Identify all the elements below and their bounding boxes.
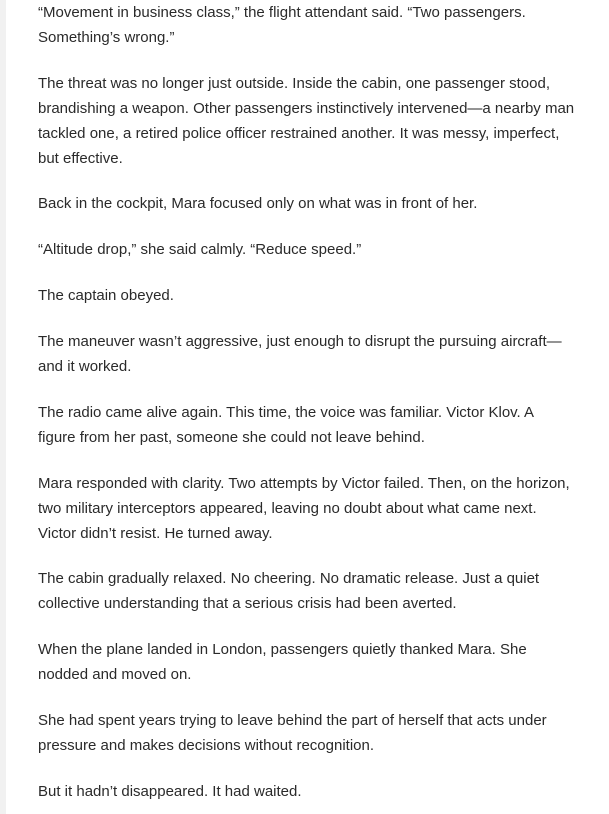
paragraph-line: The threat was no longer just outside. Inside the cabin, one passenger stood, xyxy=(38,75,550,92)
paragraph-3 xyxy=(38,191,586,216)
paragraph-line: collective understanding that a serious crisis had been averted. xyxy=(38,595,457,612)
paragraph-line: and it worked. xyxy=(38,358,132,375)
paragraph-line: nodded and moved on. xyxy=(38,666,192,683)
paragraph-line: “Movement in business class,” the flight attendant said. “Two passengers. xyxy=(38,4,526,21)
paragraph-line: But it hadn’t disappeared. It had waited. xyxy=(38,783,302,800)
paragraph-line: pressure and makes decisions without recognition. xyxy=(38,737,375,754)
paragraph-11 xyxy=(38,708,586,758)
paragraph-7 xyxy=(38,400,586,450)
paragraph-line: Back in the cockpit, Mara focused only on what was in front of her. xyxy=(38,195,478,212)
paragraph-12 xyxy=(38,779,586,804)
paragraph-line: Victor didn’t resist. He turned away. xyxy=(38,525,273,542)
paragraph-line: “Altitude drop,” she said calmly. “Reduce speed.” xyxy=(38,241,362,258)
paragraph-1 xyxy=(38,0,586,50)
paragraph-2 xyxy=(38,71,586,171)
paragraph-line: The captain obeyed. xyxy=(38,287,174,304)
paragraph-9 xyxy=(38,566,586,616)
paragraph-line: but effective. xyxy=(38,150,123,167)
paragraph-8 xyxy=(38,471,586,546)
paragraph-line: The maneuver wasn’t aggressive, just enough to disrupt the pursuing aircraft— xyxy=(38,333,562,350)
paragraph-line: brandishing a weapon. Other passengers instinctively intervened—a nearby man xyxy=(38,100,575,117)
paragraph-line: Something’s wrong.” xyxy=(38,29,175,46)
paragraph-line: She had spent years trying to leave behind the part of herself that acts under xyxy=(38,712,547,729)
paragraph-5 xyxy=(38,283,586,308)
paragraph-line: The cabin gradually relaxed. No cheering. No dramatic release. Just a quiet xyxy=(38,570,540,587)
paragraph-line: When the plane landed in London, passengers quietly thanked Mara. She xyxy=(38,641,527,658)
paragraph-line: The radio came alive again. This time, the voice was familiar. Victor Klov. A xyxy=(38,404,535,421)
paragraph-10 xyxy=(38,637,586,687)
paragraph-line: Mara responded with clarity. Two attempts by Victor failed. Then, on the horizon, xyxy=(38,475,570,492)
paragraph-line: tackled one, a retired police officer restrained another. It was messy, imperfect, xyxy=(38,125,560,142)
paragraph-6 xyxy=(38,329,586,379)
paragraph-line: figure from her past, someone she could not leave behind. xyxy=(38,429,425,446)
paragraph-4 xyxy=(38,237,586,262)
left-margin-rail xyxy=(0,0,6,814)
paragraph-line: two military interceptors appeared, leaving no doubt about what came next. xyxy=(38,500,537,517)
